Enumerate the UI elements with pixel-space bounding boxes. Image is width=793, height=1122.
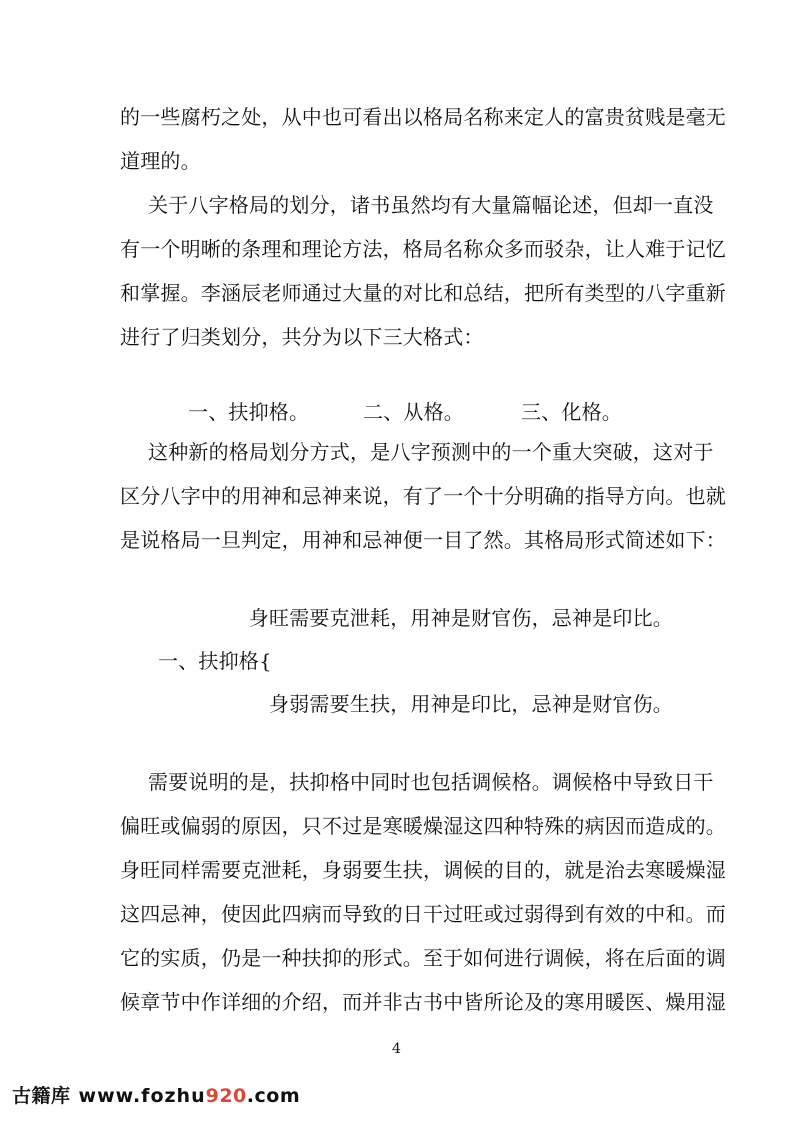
paragraph-line: 道理的。 [120, 149, 201, 173]
paragraph-line: 是说格局一旦判定，用神和忌神便一目了然。其格局形式简述如下： [120, 528, 726, 552]
paragraph-line: 这种新的格局划分方式，是八字预测中的一个重大突破，这对于 [148, 440, 714, 464]
paragraph-line: 的一些腐朽之处，从中也可看出以格局名称来定人的富贵贫贱是毫无 [120, 105, 726, 129]
paragraph-line: 候章节中作详细的介绍，而并非古书中皆所论及的寒用暖医、燥用湿 [120, 990, 726, 1014]
paragraph-line: 这四忌神，使因此四病而导致的日干过旺或过弱得到有效的中和。而 [120, 902, 726, 926]
paragraph-line: 有一个明晰的条理和理论方法，格局名称众多而驳杂，让人难于记忆 [120, 237, 726, 261]
paragraph-line: 偏旺或偏弱的原因，只不过是寒暖燥湿这四种特殊的病因而造成的。 [120, 814, 726, 838]
fuyi-weak-rule: 身弱需要生扶，用神是印比，忌神是财官伤。 [269, 692, 673, 716]
paragraph-line: 进行了归类划分，共分为以下三大格式： [120, 325, 484, 349]
paragraph-line: 需要说明的是，扶抑格中同时也包括调候格。调候格中导致日干 [148, 770, 714, 794]
fuyi-label: 一、扶抑格{ [158, 649, 272, 673]
paragraph-line: 关于八字格局的划分，诸书虽然均有大量篇幅论述，但却一直没 [148, 193, 714, 217]
watermark-url-suffix: .com [246, 1085, 301, 1107]
fuyi-strong-rule: 身旺需要克泄耗，用神是财官伤，忌神是印比。 [248, 606, 673, 630]
page-number: 4 [392, 1041, 401, 1057]
watermark-site-name: 古籍库 [12, 1085, 71, 1107]
paragraph-line: 它的实质，仍是一种扶抑的形式。至于如何进行调候，将在后面的调 [120, 946, 726, 970]
watermark-url-prefix: www.fozhu [78, 1085, 206, 1107]
paragraph-line: 身旺同样需要克泄耗，身弱要生扶，调候的目的，就是治去寒暖燥湿 [120, 858, 726, 882]
category-item-cong: 二、从格。 [363, 400, 464, 424]
category-item-fuyi: 一、扶抑格。 [188, 400, 310, 424]
category-item-hua: 三、化格。 [521, 400, 622, 424]
watermark-url-number: 920 [205, 1085, 247, 1107]
paragraph-line: 区分八字中的用神和忌神来说，有了一个十分明确的指导方向。也就 [120, 484, 726, 508]
watermark [12, 1083, 300, 1109]
paragraph-line: 和掌握。李涵辰老师通过大量的对比和总结，把所有类型的八字重新 [120, 281, 726, 305]
